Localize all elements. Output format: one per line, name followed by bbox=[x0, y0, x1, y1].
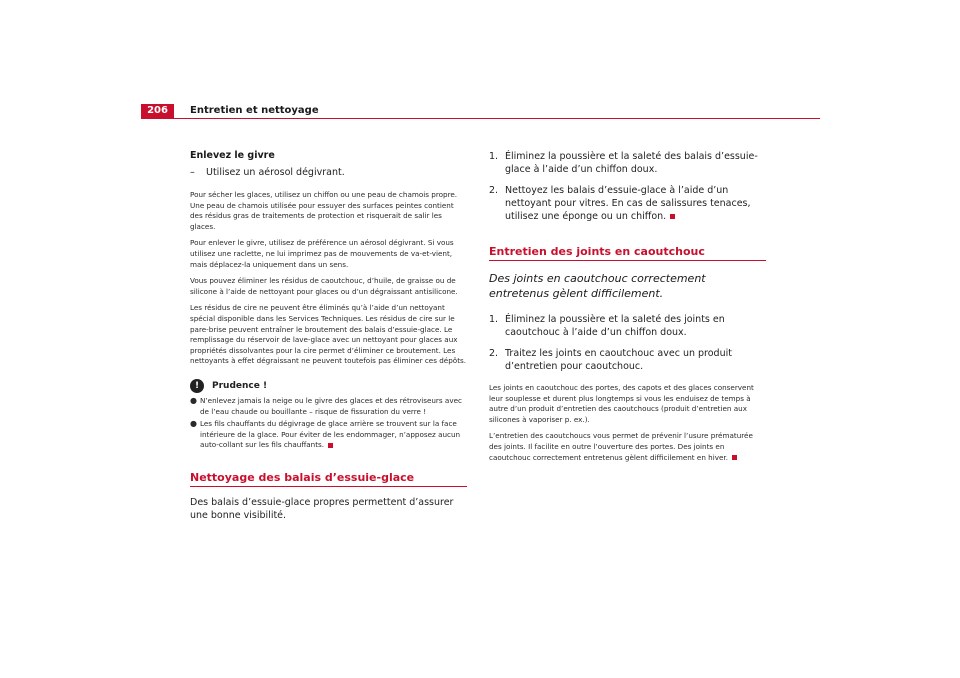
givre-heading: Enlevez le givre bbox=[190, 150, 275, 161]
step-number: 2. bbox=[489, 185, 499, 196]
dash-item: – Utilisez un aérosol dégivrant. bbox=[190, 167, 345, 178]
paragraph-last bbox=[489, 431, 766, 463]
step-item bbox=[489, 150, 766, 176]
caution-bullet-text: N’enlevez jamais la neige ou le givre des glaces et des rétroviseurs avec de l’eau chaude ou bouillante – risque de fissuration du verre ! bbox=[200, 395, 462, 416]
caution-bullet: ● Les fils chauffants du dégivrage de glace arrière se trouvent sur la face intérieure de la glace. Pour éviter de les endommager, n’apposez aucun auto-collant sur les fils chauffants. bbox=[190, 419, 461, 450]
section-title-wipers: Nettoyage des balais d’essuie-glace bbox=[190, 471, 467, 487]
caution-box bbox=[190, 379, 467, 451]
paragraph: Les joints en caoutchouc des portes, des capots et des glaces conservent leur souplesse et durent plus longtemps si vous les enduisez de temps à autre d’un produit d’entretien des caoutchoucs (produit d’entretien aux silicones à vaporiser p. ex.). bbox=[489, 383, 754, 424]
step-text: Nettoyez les balais d’essuie-glace à l’aide d’un nettoyant pour vitres. En cas de salissures tenaces, utilisez une éponge ou un chiffon. bbox=[505, 185, 751, 222]
paragraph: Pour enlever le givre, utilisez de préférence un aérosol dégivrant. Si vous utilisez une raclette, ne lui imprimez pas de mouvements de va-et-vient, mais déplacez-la uniquement dans un sens. bbox=[190, 238, 454, 269]
step-item bbox=[489, 184, 766, 223]
step-item bbox=[489, 347, 766, 373]
caution-bullet: ● N’enlevez jamais la neige ou le givre des glaces et des rétroviseurs avec de l’eau chaude ou bouillante – risque de fissuration du verre ! bbox=[190, 396, 467, 417]
step-text: Éliminez la poussière et la saleté des joints en caoutchouc à l’aide d’un chiffon doux. bbox=[505, 314, 725, 338]
caution-title: Prudence ! bbox=[212, 380, 268, 391]
end-mark-icon bbox=[328, 443, 333, 448]
caution-bullet-text: Les fils chauffants du dégivrage de glace arrière se trouvent sur la face intérieure de la glace. Pour éviter de les endommager, n’apposez aucun auto-collant sur les fils chauffants. bbox=[200, 419, 461, 450]
section-title-seals: Entretien des joints en caoutchouc bbox=[489, 245, 766, 261]
section-subtitle: Des joints en caoutchouc correctement entretenus gèlent difficilement. bbox=[489, 272, 706, 300]
right-column bbox=[489, 150, 766, 469]
section-body: Des balais d’essuie-glace propres permettent d’assurer une bonne visibilité. bbox=[190, 496, 454, 521]
end-mark-icon bbox=[732, 455, 737, 460]
paragraph: Vous pouvez éliminer les résidus de caoutchouc, d’huile, de graisse ou de silicone à l’aide de nettoyant pour glaces ou d’un dégraissant antisilicone. bbox=[190, 276, 458, 296]
dash-item-text: Utilisez un aérosol dégivrant. bbox=[206, 167, 345, 178]
step-text: Éliminez la poussière et la saleté des balais d’essuie-glace à l’aide d’un chiffon doux. bbox=[505, 151, 758, 175]
page-number: 206 bbox=[141, 104, 174, 118]
paragraph: Les résidus de cire ne peuvent être éliminés qu’à l’aide d’un nettoyant spécial disponible dans les Services Techniques. Les résidus de cire sur le pare-brise peuvent entraîner le broutement des balais d’essuie-glace. Le remplissage du réservoir de lave-glace avec un nettoyant pour glaces aux propriétés dissolvantes pour la cire permet d’éliminer ce broutement. Les nettoyants à effet dégraissant ne peuvent toutefois pas éliminer ces dépôts. bbox=[190, 303, 467, 366]
step-item bbox=[489, 313, 766, 339]
paragraph: Pour sécher les glaces, utilisez un chiffon ou une peau de chamois propre. Une peau de chamois utilisée pour essuyer des surfaces peintes contient des résidus gras de traitements de protection et risquerait de salir les glaces. bbox=[190, 190, 458, 231]
step-text: Traitez les joints en caoutchouc avec un produit d’entretien pour caoutchouc. bbox=[505, 348, 732, 372]
warning-icon: ! bbox=[190, 379, 204, 393]
caution-header bbox=[190, 379, 467, 393]
paragraph-text: L’entretien des caoutchoucs vous permet de prévenir l’usure prématurée des joints. Il facilite en outre l’ouverture des portes. Des joints en caoutchouc correctement entretenus gèlent difficilement en hiver. bbox=[489, 431, 753, 462]
step-number: 1. bbox=[489, 314, 499, 325]
step-number: 2. bbox=[489, 348, 499, 359]
header-rule bbox=[141, 118, 820, 119]
end-mark-icon bbox=[670, 214, 675, 219]
left-column bbox=[190, 150, 467, 522]
running-title: Entretien et nettoyage bbox=[190, 105, 319, 116]
step-number: 1. bbox=[489, 151, 499, 162]
